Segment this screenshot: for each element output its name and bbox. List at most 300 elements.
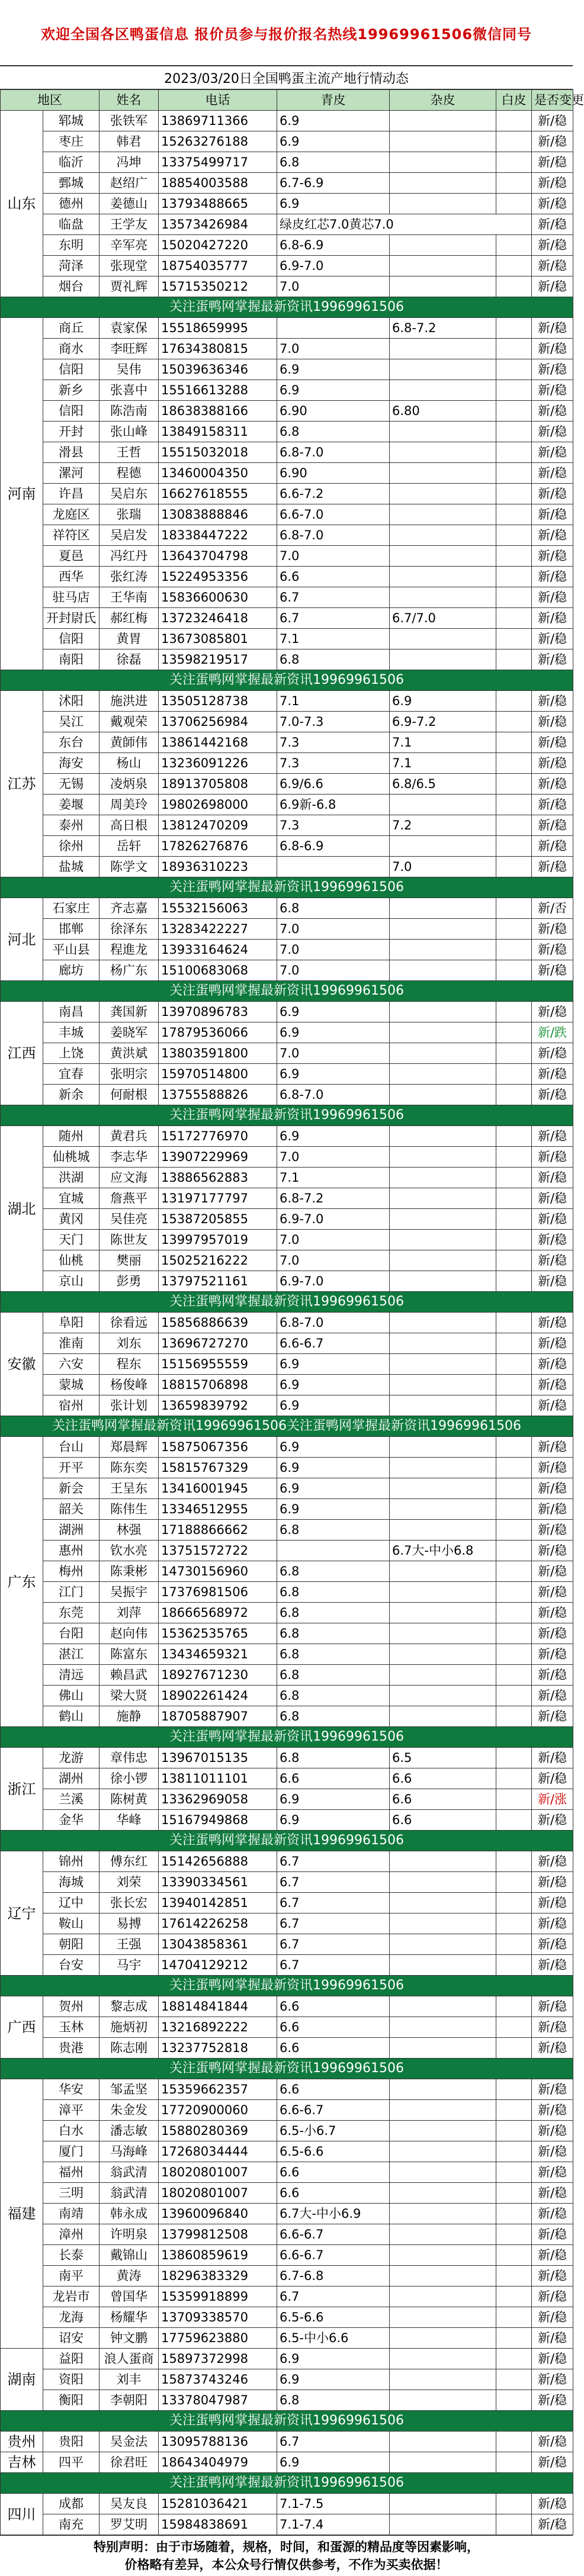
name-cell: 陈秉彬	[100, 1561, 159, 1582]
city-cell: 南靖	[43, 2204, 100, 2224]
mixed-price-cell	[390, 1603, 496, 1623]
white-price-cell	[496, 256, 532, 276]
status-cell: 新/稳	[532, 1064, 573, 1085]
status-cell: 新/稳	[532, 359, 573, 380]
name-cell: 吴金法	[100, 2432, 159, 2452]
table-row	[1, 1313, 573, 1333]
region-cell: 河南	[1, 318, 43, 670]
green-price-cell: 6.6	[277, 2017, 390, 2038]
green-price-cell: 6.90	[277, 401, 390, 422]
table-row	[1, 1354, 573, 1375]
name-cell: 曾国华	[100, 2286, 159, 2307]
mixed-price-cell	[390, 795, 496, 815]
name-cell: 张现堂	[100, 256, 159, 276]
mixed-price-cell	[390, 111, 496, 131]
phone-cell: 18296383329	[159, 2266, 277, 2286]
city-cell: 台阳	[43, 1623, 100, 1644]
table-row	[1, 339, 573, 359]
city-cell: 海城	[43, 1872, 100, 1893]
name-cell: 王强	[100, 1934, 159, 1955]
phone-cell: 17826276876	[159, 836, 277, 857]
name-cell: 徐磊	[100, 649, 159, 670]
mixed-price-cell	[390, 1913, 496, 1934]
name-cell: 姜德山	[100, 194, 159, 214]
phone-cell: 18754035777	[159, 256, 277, 276]
green-price-cell: 6.8	[277, 2390, 390, 2411]
table-row	[1, 463, 573, 484]
header	[0, 0, 573, 66]
green-price-cell: 6.7大-中小6.9	[277, 2204, 390, 2224]
status-cell: 新/稳	[532, 546, 573, 567]
city-cell: 龙游	[43, 1748, 100, 1768]
status-cell: 新/稳	[532, 774, 573, 795]
status-cell: 新/稳	[532, 504, 573, 525]
mixed-price-cell	[390, 235, 496, 256]
city-cell: 台山	[43, 1437, 100, 1458]
white-price-cell	[496, 919, 532, 940]
mixed-price-cell	[390, 2328, 496, 2349]
status-cell: 新/稳	[532, 339, 573, 359]
city-cell: 泰州	[43, 815, 100, 836]
header-text: 欢迎全国各区鸭蛋信息 报价员参与报价报名热线19969961506微信同号	[40, 25, 532, 43]
table-row	[1, 1188, 573, 1209]
banner-text: 关注蛋鸭网掌握最新资讯19969961506	[1, 981, 573, 1002]
table-row	[1, 2390, 573, 2411]
phone-cell: 13860859619	[159, 2245, 277, 2266]
status-cell: 新/稳	[532, 1437, 573, 1458]
phone-cell: 15142656888	[159, 1851, 277, 1872]
green-price-cell: 6.7	[277, 2432, 390, 2452]
status-cell: 新/稳	[532, 1375, 573, 1395]
status-cell: 新/稳	[532, 131, 573, 152]
phone-cell: 18815706898	[159, 1375, 277, 1395]
table-row	[1, 2204, 573, 2224]
city-cell: 南充	[43, 2514, 100, 2535]
status-cell: 新/稳	[532, 256, 573, 276]
city-cell: 漳州	[43, 2224, 100, 2245]
white-price-cell	[496, 525, 532, 546]
white-price-cell	[496, 1665, 532, 1686]
white-price-cell	[496, 1934, 532, 1955]
mixed-price-cell	[390, 1395, 496, 1416]
mixed-price-cell: 6.9	[390, 691, 496, 712]
city-cell: 朝阳	[43, 1934, 100, 1955]
phone-cell: 13940142851	[159, 1893, 277, 1913]
white-price-cell	[496, 2183, 532, 2204]
phone-cell: 13659839792	[159, 1395, 277, 1416]
white-price-cell	[496, 691, 532, 712]
green-price-cell: 6.9	[277, 1789, 390, 1810]
status-cell: 新/否	[532, 898, 573, 919]
name-cell: 吴振宇	[100, 1582, 159, 1603]
mixed-price-cell	[390, 2266, 496, 2286]
mixed-price-cell	[390, 1561, 496, 1582]
status-cell: 新/稳	[532, 380, 573, 401]
mixed-price-cell	[390, 1851, 496, 1872]
table-row	[1, 587, 573, 608]
green-price-cell: 6.7	[277, 1934, 390, 1955]
mixed-price-cell	[390, 940, 496, 960]
name-cell: 赵绍广	[100, 173, 159, 194]
status-cell: 新/稳	[532, 1002, 573, 1022]
phone-cell: 15516613288	[159, 380, 277, 401]
phone-cell: 17268034444	[159, 2141, 277, 2162]
green-price-cell: 6.9-7.0	[277, 1209, 390, 1230]
white-price-cell	[496, 1603, 532, 1623]
col-phone: 电话	[159, 90, 277, 111]
status-cell: 新/稳	[532, 276, 573, 297]
table-row	[1, 753, 573, 774]
table-row	[1, 1686, 573, 1706]
green-price-cell: 6.9	[277, 1478, 390, 1499]
phone-cell: 18638388166	[159, 401, 277, 422]
mixed-price-cell	[390, 1022, 496, 1043]
mixed-price-cell	[390, 1623, 496, 1644]
green-price-cell: 6.8	[277, 1520, 390, 1541]
status-cell: 新/稳	[532, 1623, 573, 1644]
status-cell: 新/稳	[532, 1913, 573, 1934]
phone-cell: 13799812508	[159, 2224, 277, 2245]
status-cell: 新/稳	[532, 1188, 573, 1209]
region-cell: 山东	[1, 111, 43, 297]
banner-row	[1, 981, 573, 1002]
city-cell: 龙庭区	[43, 504, 100, 525]
status-cell: 新/稳	[532, 1934, 573, 1955]
green-price-cell: 6.8	[277, 422, 390, 442]
table-row	[1, 1458, 573, 1478]
phone-cell: 13803591800	[159, 1043, 277, 1064]
white-price-cell	[496, 1458, 532, 1478]
table-body	[1, 111, 573, 2535]
city-cell: 商丘	[43, 318, 100, 339]
city-cell: 沭阳	[43, 691, 100, 712]
status-cell: 新/稳	[532, 318, 573, 339]
phone-cell: 13933164624	[159, 940, 277, 960]
white-price-cell	[496, 898, 532, 919]
white-price-cell	[496, 131, 532, 152]
city-cell: 仙桃	[43, 1250, 100, 1271]
phone-cell: 17720900060	[159, 2100, 277, 2121]
city-cell: 信阳	[43, 629, 100, 649]
mixed-price-cell	[390, 2162, 496, 2183]
status-cell: 新/稳	[532, 1603, 573, 1623]
name-cell: 詹燕平	[100, 1188, 159, 1209]
white-price-cell	[496, 1002, 532, 1022]
mixed-price-cell: 6.6	[390, 1768, 496, 1789]
name-cell: 王呈东	[100, 1478, 159, 1499]
phone-cell: 15263276188	[159, 131, 277, 152]
phone-cell: 17634380815	[159, 339, 277, 359]
banner-text: 关注蛋鸭网掌握最新资讯19969961506	[1, 1976, 573, 1996]
white-price-cell	[496, 1230, 532, 1250]
status-cell: 新/稳	[532, 608, 573, 629]
green-price-cell: 6.9	[277, 1437, 390, 1458]
white-price-cell	[496, 2017, 532, 2038]
name-cell: 易搏	[100, 1913, 159, 1934]
table-row	[1, 1665, 573, 1686]
name-cell: 程德	[100, 463, 159, 484]
phone-cell: 13573426984	[159, 214, 277, 235]
table-row	[1, 1934, 573, 1955]
green-price-cell: 6.6	[277, 1768, 390, 1789]
city-cell: 夏邑	[43, 546, 100, 567]
mixed-price-cell	[390, 194, 496, 214]
status-cell: 新/稳	[532, 1520, 573, 1541]
white-price-cell	[496, 629, 532, 649]
region-cell: 广西	[1, 1996, 43, 2059]
name-cell: 杨广东	[100, 960, 159, 981]
banner-row	[1, 1727, 573, 1748]
city-cell: 江门	[43, 1582, 100, 1603]
phone-cell: 13216892222	[159, 2017, 277, 2038]
status-cell: 新/稳	[532, 1209, 573, 1230]
table-row	[1, 1582, 573, 1603]
status-cell: 新/稳	[532, 2494, 573, 2514]
status-cell: 新/稳	[532, 235, 573, 256]
white-price-cell	[496, 2349, 532, 2369]
white-price-cell	[496, 567, 532, 587]
white-price-cell	[496, 380, 532, 401]
name-cell: 张山峰	[100, 422, 159, 442]
city-cell: 石家庄	[43, 898, 100, 919]
phone-cell: 13237752818	[159, 2038, 277, 2059]
table-row	[1, 422, 573, 442]
green-price-cell: 7.3	[277, 732, 390, 753]
green-price-cell: 6.9	[277, 2369, 390, 2390]
phone-cell: 13997957019	[159, 1230, 277, 1250]
white-price-cell	[496, 2079, 532, 2100]
status-cell: 新/稳	[532, 2162, 573, 2183]
page-subtitle: 2023/03/20日全国鸭蛋主流产地行情动态	[0, 66, 573, 89]
green-price-cell: 6.7	[277, 1893, 390, 1913]
green-price-cell: 7.1	[277, 629, 390, 649]
name-cell: 陈树黄	[100, 1789, 159, 1810]
city-cell: 贺州	[43, 1996, 100, 2017]
phone-cell: 13696727270	[159, 1333, 277, 1354]
status-cell: 新/稳	[532, 1458, 573, 1478]
mixed-price-cell	[390, 1582, 496, 1603]
name-cell: 徐君旺	[100, 2452, 159, 2473]
phone-cell: 15387205855	[159, 1209, 277, 1230]
name-cell: 黄涛	[100, 2266, 159, 2286]
green-price-cell: 6.8	[277, 1561, 390, 1582]
table-row	[1, 1168, 573, 1188]
phone-cell: 18705887907	[159, 1706, 277, 1727]
table-row	[1, 649, 573, 670]
phone-cell: 15172776970	[159, 1126, 277, 1147]
col-green: 青皮	[277, 90, 390, 111]
table-row	[1, 1996, 573, 2017]
status-cell: 新/稳	[532, 401, 573, 422]
table-row	[1, 1333, 573, 1354]
green-price-cell: 6.5-中小6.6	[277, 2328, 390, 2349]
phone-cell: 15167949868	[159, 1810, 277, 1831]
phone-cell: 15224953356	[159, 567, 277, 587]
banner-text: 关注蛋鸭网掌握最新资讯19969961506	[1, 877, 573, 898]
phone-cell: 15362535765	[159, 1623, 277, 1644]
green-price-cell: 6.6	[277, 2079, 390, 2100]
table-row	[1, 276, 573, 297]
name-cell: 姜晓军	[100, 1022, 159, 1043]
mixed-price-cell	[390, 1955, 496, 1976]
phone-cell: 13346512955	[159, 1499, 277, 1520]
phone-cell: 14704129212	[159, 1955, 277, 1976]
city-cell: 吴江	[43, 712, 100, 732]
city-cell: 东莞	[43, 1603, 100, 1623]
banner-row	[1, 670, 573, 691]
table-row	[1, 795, 573, 815]
table-row	[1, 1748, 573, 1768]
table-row	[1, 256, 573, 276]
region-cell: 江苏	[1, 691, 43, 877]
green-price-cell: 6.5-6.6	[277, 2141, 390, 2162]
white-price-cell	[496, 2100, 532, 2121]
mixed-price-cell	[390, 1064, 496, 1085]
mixed-price-cell	[390, 1354, 496, 1375]
mixed-price-cell	[390, 2121, 496, 2141]
table-row	[1, 919, 573, 940]
city-cell: 金华	[43, 1810, 100, 1831]
status-cell: 新/稳	[532, 1126, 573, 1147]
phone-cell: 13960096840	[159, 2204, 277, 2224]
city-cell: 开封	[43, 422, 100, 442]
banner-row	[1, 2473, 573, 2494]
phone-cell: 13505128738	[159, 691, 277, 712]
white-price-cell	[496, 442, 532, 463]
col-name: 姓名	[100, 90, 159, 111]
phone-cell: 13197177797	[159, 1188, 277, 1209]
phone-cell: 17879536066	[159, 1022, 277, 1043]
white-price-cell	[496, 152, 532, 173]
table-row	[1, 401, 573, 422]
phone-cell: 13375499717	[159, 152, 277, 173]
phone-cell: 18020801007	[159, 2183, 277, 2204]
name-cell: 翁武清	[100, 2162, 159, 2183]
city-cell: 烟台	[43, 276, 100, 297]
status-cell: 新/稳	[532, 2079, 573, 2100]
name-cell: 施洪进	[100, 691, 159, 712]
white-price-cell	[496, 1395, 532, 1416]
name-cell: 王华南	[100, 587, 159, 608]
table-row	[1, 2162, 573, 2183]
name-cell: 许明泉	[100, 2224, 159, 2245]
name-cell: 陈东奕	[100, 1458, 159, 1478]
status-cell: 新/稳	[532, 2432, 573, 2452]
white-price-cell	[496, 774, 532, 795]
phone-cell: 17614226258	[159, 1913, 277, 1934]
name-cell: 马海峰	[100, 2141, 159, 2162]
white-price-cell	[496, 2494, 532, 2514]
name-cell: 潘志敏	[100, 2121, 159, 2141]
green-price-cell: 6.7	[277, 587, 390, 608]
white-price-cell	[496, 2245, 532, 2266]
name-cell: 应文海	[100, 1168, 159, 1188]
city-cell: 德州	[43, 194, 100, 214]
green-price-cell: 6.9	[277, 359, 390, 380]
table-row	[1, 898, 573, 919]
status-cell: 新/稳	[532, 960, 573, 981]
name-cell: 徐看远	[100, 1313, 159, 1333]
green-price-cell: 6.9-7.0	[277, 256, 390, 276]
name-cell: 刘萍	[100, 1603, 159, 1623]
green-price-cell: 6.6	[277, 2183, 390, 2204]
phone-cell: 18814841844	[159, 1996, 277, 2017]
region-cell: 湖北	[1, 1126, 43, 1292]
name-cell: 程东	[100, 1354, 159, 1375]
green-price-cell	[277, 1541, 390, 1561]
white-price-cell	[496, 401, 532, 422]
green-price-cell: 7.0	[277, 1230, 390, 1250]
city-cell: 福州	[43, 2162, 100, 2183]
green-price-cell: 7.0	[277, 276, 390, 297]
white-price-cell	[496, 1168, 532, 1188]
city-cell: 海安	[43, 753, 100, 774]
green-price-cell: 6.8	[277, 1686, 390, 1706]
mixed-price-cell	[390, 898, 496, 919]
phone-cell: 13861442168	[159, 732, 277, 753]
table-row	[1, 567, 573, 587]
green-price-cell: 6.9	[277, 380, 390, 401]
green-price-cell: 6.9	[277, 1022, 390, 1043]
city-cell: 滑县	[43, 442, 100, 463]
mixed-price-cell	[390, 2245, 496, 2266]
mixed-price-cell	[390, 131, 496, 152]
name-cell: 徐小锣	[100, 1768, 159, 1789]
white-price-cell	[496, 960, 532, 981]
city-cell: 新会	[43, 1478, 100, 1499]
mixed-price-cell	[390, 1147, 496, 1168]
status-cell: 新/稳	[532, 214, 573, 235]
status-cell: 新/稳	[532, 1851, 573, 1872]
white-price-cell	[496, 1996, 532, 2017]
table-row	[1, 2017, 573, 2038]
table-row	[1, 1064, 573, 1085]
white-price-cell	[496, 1706, 532, 1727]
phone-cell: 13416001945	[159, 1478, 277, 1499]
city-cell: 廊坊	[43, 960, 100, 981]
name-cell: 吴友良	[100, 2494, 159, 2514]
city-cell: 驻马店	[43, 587, 100, 608]
phone-cell: 13967015135	[159, 1748, 277, 1768]
mixed-price-cell	[390, 1478, 496, 1499]
phone-cell: 13362969058	[159, 1789, 277, 1810]
name-cell: 马宇	[100, 1955, 159, 1976]
name-cell: 陈富东	[100, 1644, 159, 1665]
green-price-cell: 6.9	[277, 131, 390, 152]
city-cell: 东台	[43, 732, 100, 753]
white-price-cell	[496, 836, 532, 857]
status-cell: 新/稳	[532, 753, 573, 774]
green-price-cell: 7.0	[277, 1250, 390, 1271]
mixed-price-cell	[390, 2038, 496, 2059]
status-cell: 新/稳	[532, 1085, 573, 1105]
mixed-price-cell	[390, 422, 496, 442]
green-price-cell: 7.0	[277, 339, 390, 359]
mixed-price-cell	[390, 2494, 496, 2514]
name-cell: 王哲	[100, 442, 159, 463]
phone-cell: 13797521161	[159, 1271, 277, 1292]
city-cell: 宜城	[43, 1188, 100, 1209]
mixed-price-cell	[390, 1002, 496, 1022]
table-row	[1, 546, 573, 567]
city-cell: 四平	[43, 2452, 100, 2473]
green-price-cell: 6.8	[277, 152, 390, 173]
name-cell: 罗艾明	[100, 2514, 159, 2535]
mixed-price-cell	[390, 463, 496, 484]
banner-row	[1, 1416, 573, 1437]
green-price-cell: 6.8-7.0	[277, 442, 390, 463]
phone-cell: 15515032018	[159, 442, 277, 463]
